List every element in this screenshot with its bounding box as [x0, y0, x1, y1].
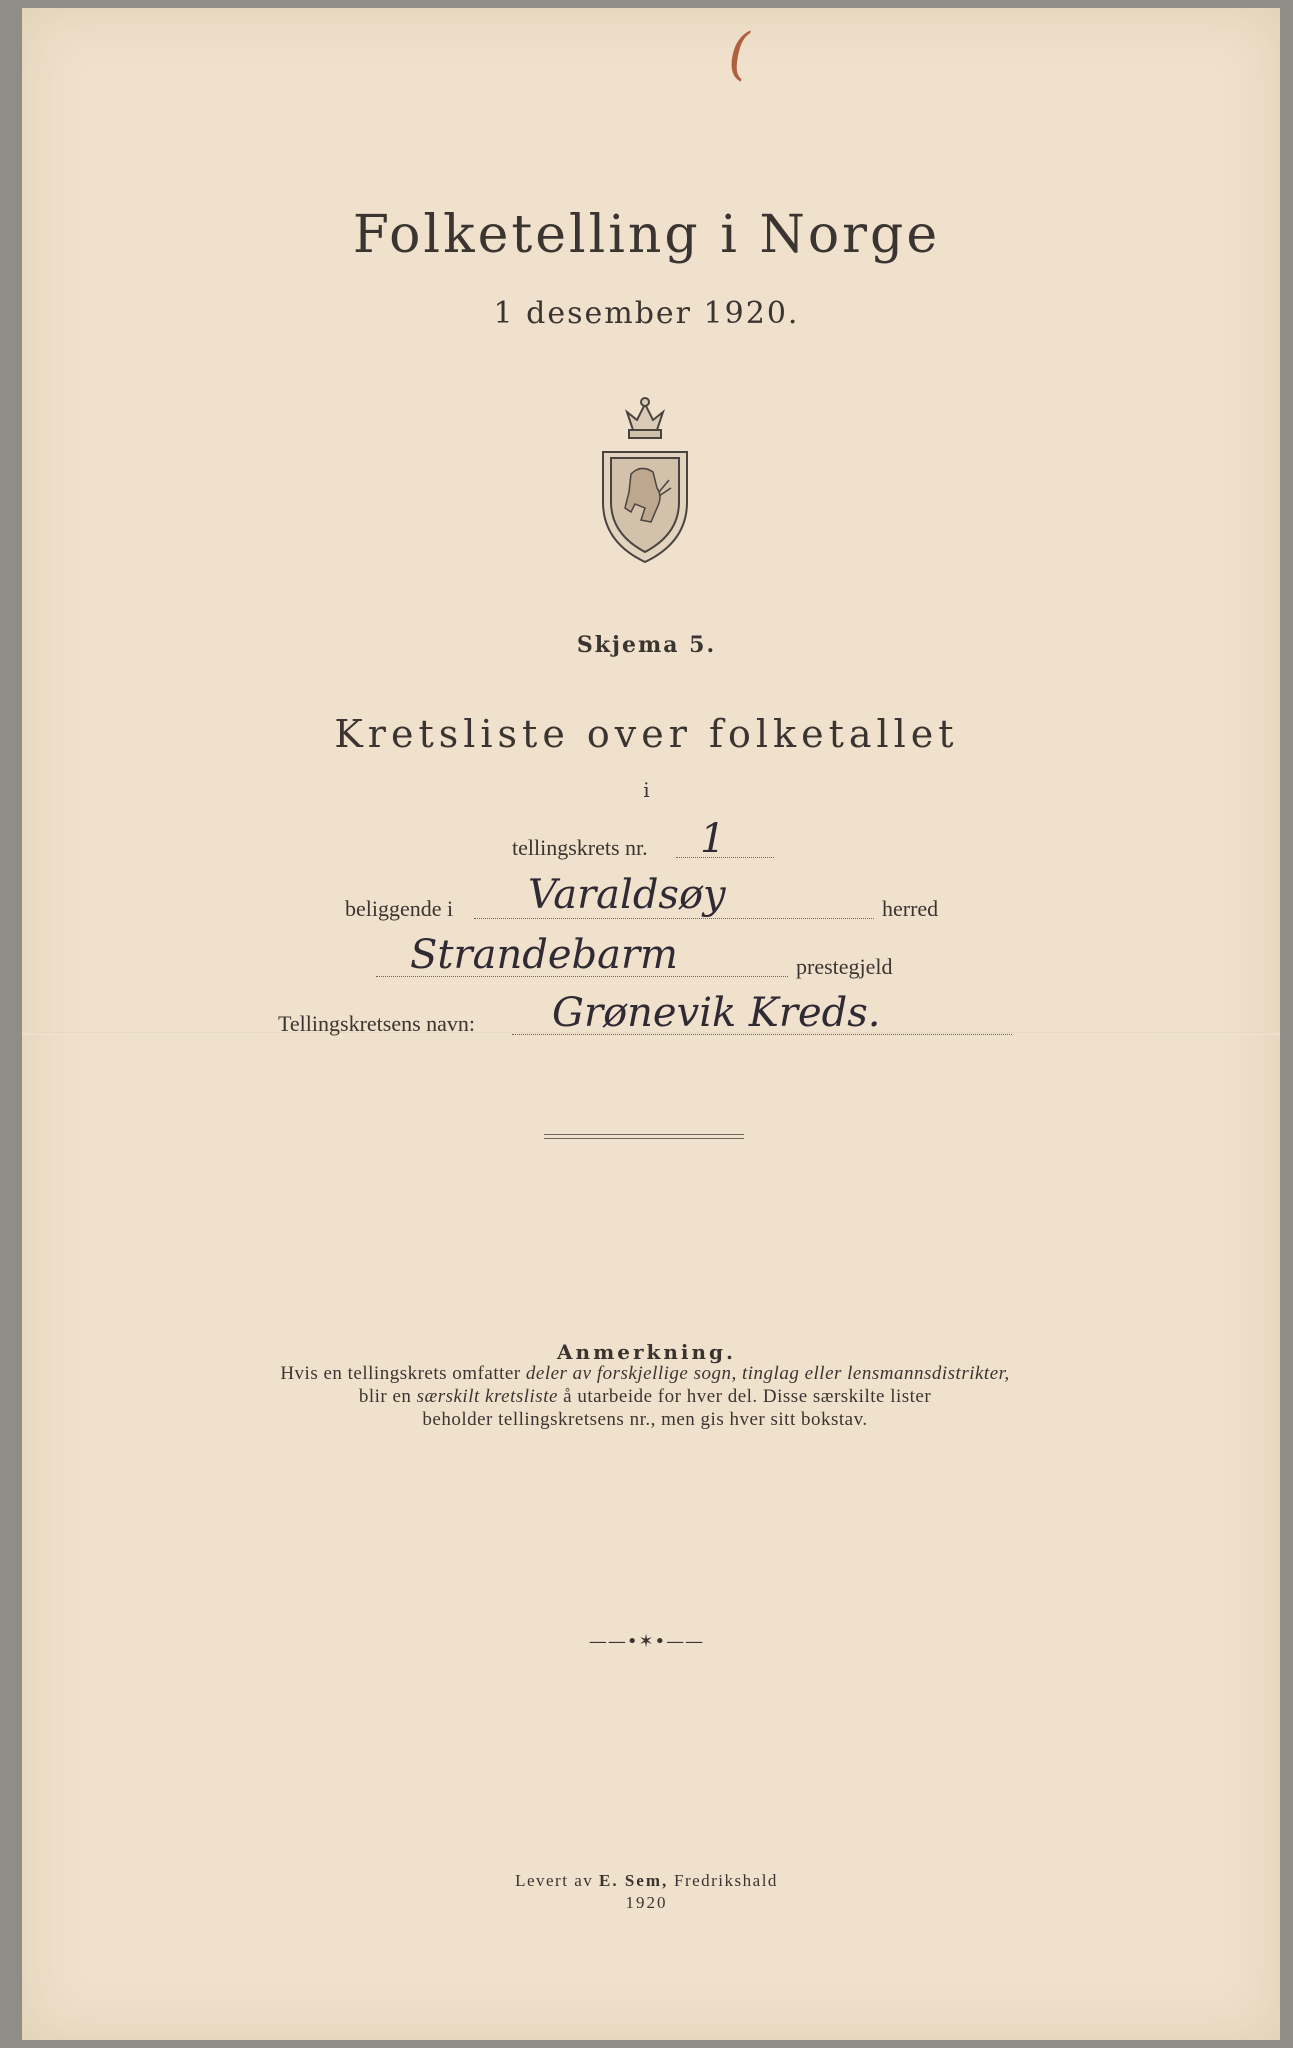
beliggende-field-line — [474, 918, 874, 919]
census-date: 1 desember 1920. — [493, 296, 800, 331]
printer-prefix: Levert av — [515, 1871, 599, 1890]
printer-place: Fredrikshald — [668, 1871, 778, 1890]
note-line-2 — [210, 1385, 1080, 1408]
krets-label: tellingskrets nr. — [512, 835, 648, 860]
navn-value: Grønevik Kreds. — [552, 990, 881, 1036]
divider-rule-1 — [544, 1134, 744, 1135]
note-line-2-plain-a: blir en — [358, 1386, 417, 1407]
note-line-1 — [210, 1362, 1080, 1385]
note-line-1-italic: deler av forskjellige sogn, tinglag eller lensmannsdistrikter, — [525, 1363, 1010, 1384]
printer-year: 1920 — [625, 1893, 668, 1912]
herred-label: herred — [882, 896, 939, 921]
navn-label: Tellingskretsens navn: — [278, 1011, 476, 1036]
note-line-2-italic: særskilt kretsliste — [416, 1386, 558, 1407]
prestegjeld-value: Strandebarm — [410, 932, 678, 978]
divider-rule-2 — [544, 1138, 744, 1139]
prestegjeld-label: prestegjeld — [796, 954, 893, 979]
note-body — [210, 1362, 1080, 1431]
note-line-2-plain-b: å utarbeide for hver del. Disse særskilte lister — [557, 1386, 932, 1407]
connector-i: i — [643, 778, 650, 802]
schema-number: Skjema 5. — [576, 632, 717, 658]
note-title: Anmerkning. — [557, 1340, 736, 1364]
printer-name: E. Sem, — [598, 1871, 669, 1890]
ornament-divider: ——•✶•—— — [588, 1631, 705, 1652]
form-heading: Kretsliste over folketallet — [334, 712, 959, 756]
note-line-3: beholder tellingskretsens nr., men gis hver sitt bokstav. — [422, 1409, 868, 1430]
beliggende-value: Varaldsøy — [528, 872, 726, 918]
note-line-1-plain: Hvis en tellingskrets omfatter — [280, 1363, 526, 1384]
norwegian-coat-of-arms-icon — [597, 392, 693, 564]
pencil-mark: ( — [728, 22, 750, 87]
page-title: Folketelling i Norge — [352, 205, 941, 265]
krets-value: 1 — [700, 816, 726, 862]
beliggende-label: beliggende i — [345, 896, 454, 921]
printer-line — [0, 1871, 1293, 1891]
